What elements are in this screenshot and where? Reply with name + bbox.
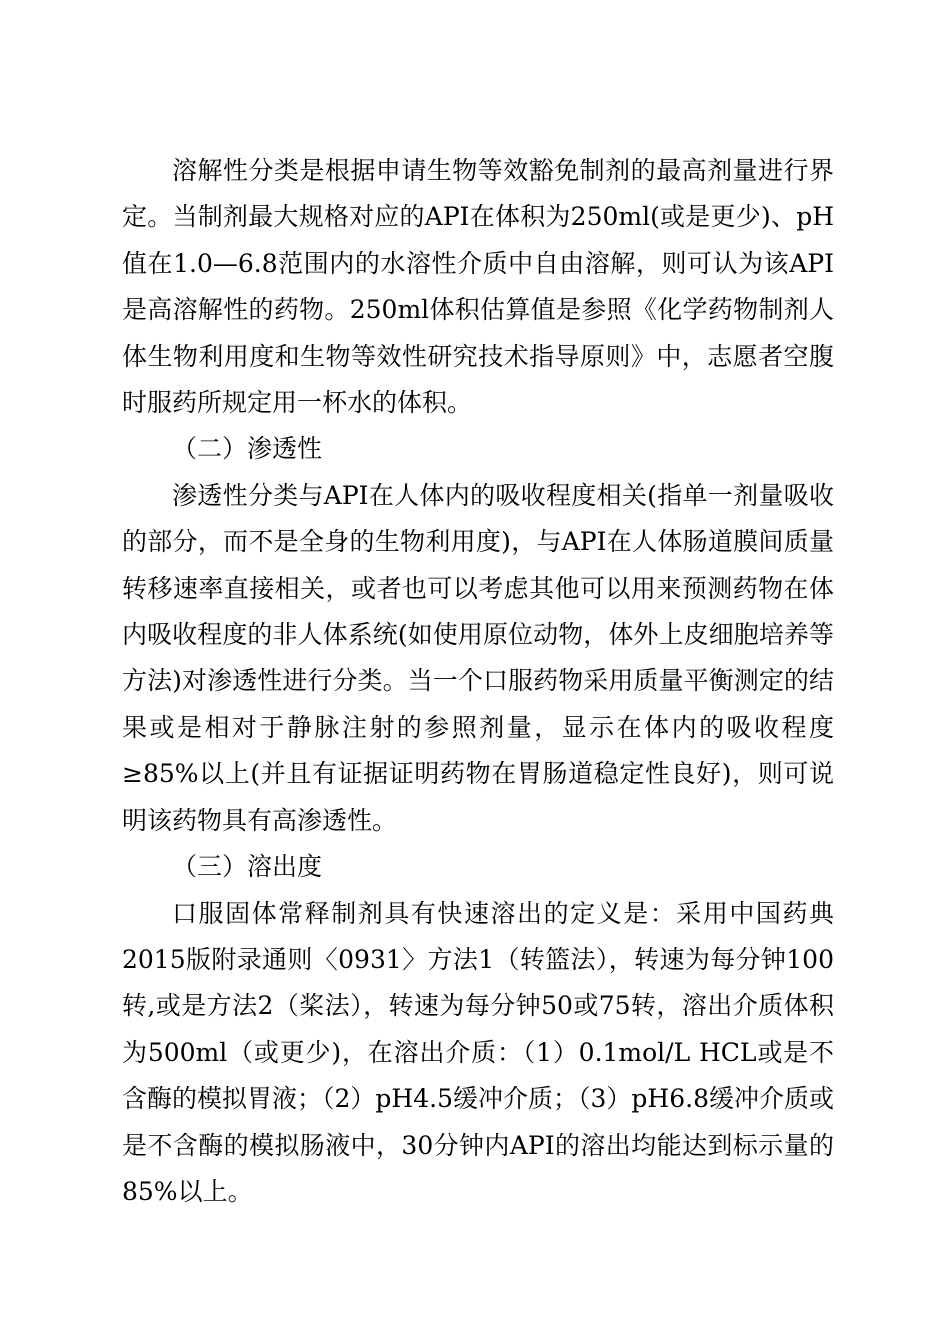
paragraph-solubility: 溶解性分类是根据申请生物等效豁免制剂的最高剂量进行界定。当制剂最大规格对应的API在体积为250ml(或是更少)、pH值在1.0—6.8范围内的水溶性介质中自由溶解，则可认为该API是高溶解性的药物。250ml体积估算值是参照《化学药物制剂人体生物利用度和生物等效性研究技术指导原则》中，志愿者空腹时服药所规定用一杯水的体积。 — [122, 156, 834, 418]
document-body — [122, 148, 834, 1215]
section-heading-dissolution: （三）溶出度 — [172, 852, 323, 882]
paragraph-permeability: 渗透性分类与API在人体内的吸收程度相关(指单一剂量吸收的部分，而不是全身的生物利用度)，与API在人体肠道膜间质量转移速率直接相关，或者也可以考虑其他可以用来预测药物在体内吸收程度的非人体系统(如使用原位动物，体外上皮细胞培养等方法)对渗透性进行分类。当一个口服药物采用质量平衡测定的结果或是相对于静脉注射的参照剂量，显示在体内的吸收程度≥85%以上(并且有证据证明药物在胃肠道稳定性良好)，则可说明该药物具有高渗透性。 — [122, 480, 834, 835]
section-heading-permeability: （二）渗透性 — [172, 434, 323, 464]
paragraph-dissolution: 口服固体常释制剂具有快速溶出的定义是：采用中国药典2015版附录通则〈0931〉方法1（转篮法），转速为每分钟100转,或是方法2（桨法），转速为每分钟50或75转，溶出介质体积为500ml（或更少)，在溶出介质：（1）0.1mol/L HCL或是不含酶的模拟胃液；（2）pH4.5缓冲介质；（3）pH6.8缓冲介质或是不含酶的模拟肠液中，30分钟内API的溶出均能达到标示量的85%以上。 — [122, 898, 834, 1206]
